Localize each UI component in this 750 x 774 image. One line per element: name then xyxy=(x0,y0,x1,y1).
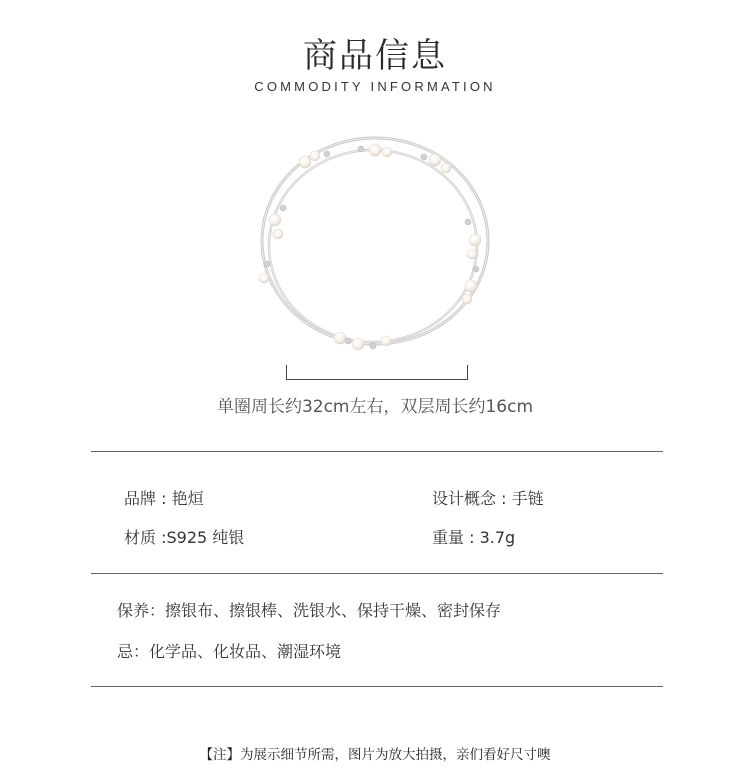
page-title: 商品信息 xyxy=(303,36,447,76)
divider-middle xyxy=(91,573,663,574)
divider-bottom xyxy=(91,686,663,687)
page-subtitle: COMMODITY INFORMATION xyxy=(254,79,496,94)
care-avoid: 忌：化学品、化妆品、潮湿环境 xyxy=(117,642,342,661)
spec-material: 材质 :S925 纯银 xyxy=(124,528,245,547)
spec-brand: 品牌 : 艳烜 xyxy=(124,489,204,508)
care-maintenance: 保养：擦银布、擦银棒、洗银水、保持干燥、密封保存 xyxy=(117,601,502,620)
size-note: 单圈周长约32cm左右，双层周长约16cm xyxy=(216,397,534,417)
silver-spacer-beads xyxy=(264,146,479,349)
divider-top xyxy=(91,451,663,452)
bracelet-outer-wire xyxy=(262,138,488,344)
footnote: 【注】为展示细节所需，图片为放大拍摄，亲们看好尺寸噢 xyxy=(199,747,551,763)
size-measure-bracket xyxy=(286,365,468,380)
spec-weight: 重量 : 3.7g xyxy=(432,528,516,547)
spec-design: 设计概念 : 手链 xyxy=(432,489,544,508)
bracelet-product-image xyxy=(250,128,500,358)
bracelet-inner-wire xyxy=(269,150,477,342)
